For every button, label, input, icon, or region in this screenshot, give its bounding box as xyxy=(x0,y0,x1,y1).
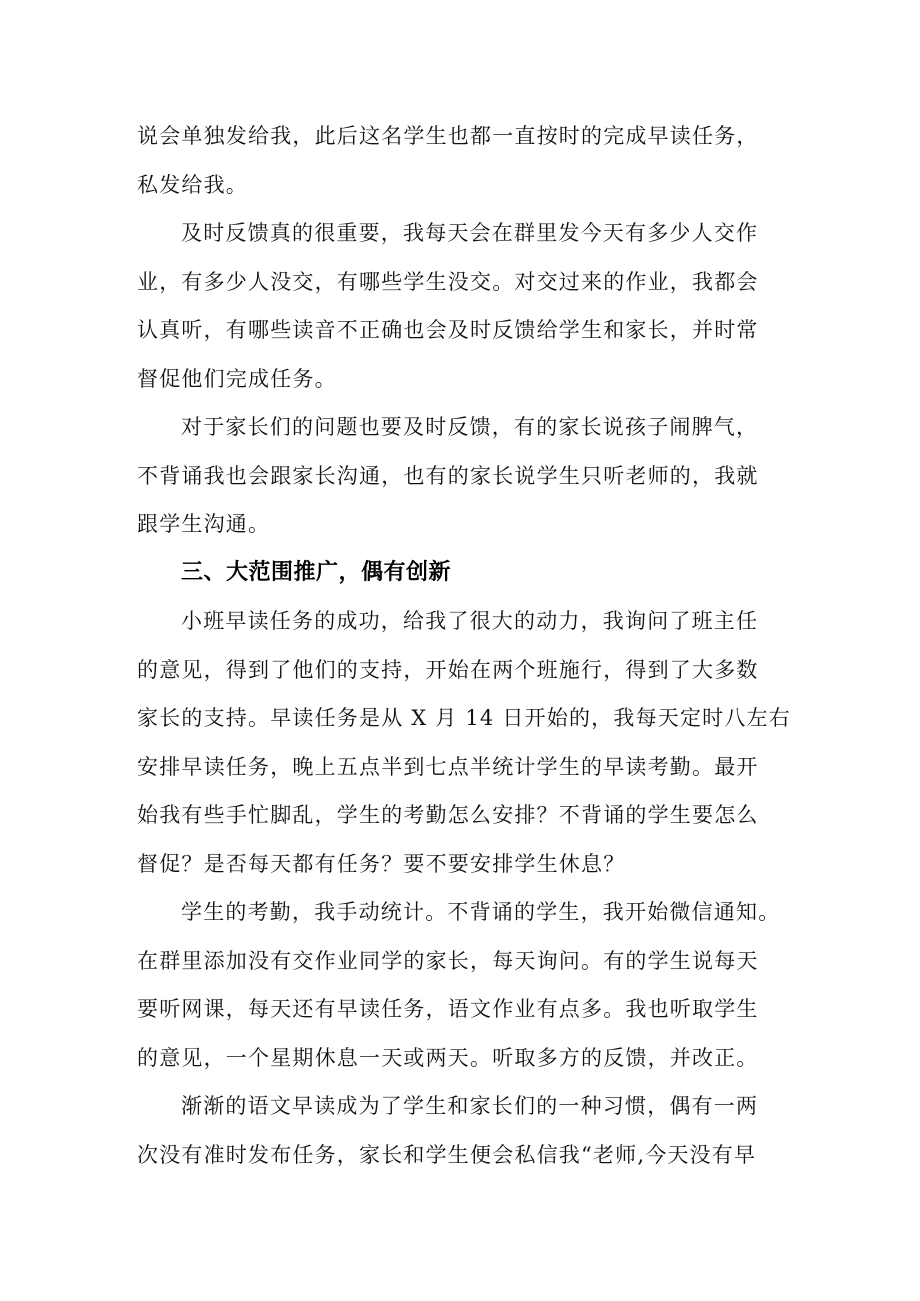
text-line: 认真听，有哪些读音不正确也会及时反馈给学生和家长，并时常 xyxy=(137,318,759,342)
paragraph-6 xyxy=(137,1082,797,1179)
text-line: 要听网课，每天还有早读任务，语文作业有点多。我也听取学生 xyxy=(137,997,759,1021)
paragraph-2 xyxy=(137,209,797,403)
text-line: 在群里添加没有交作业同学的家长，每天询问。有的学生说每天 xyxy=(137,948,759,973)
text-line: 说会单独发给我，此后这名学生也都一直按时的完成早读任务， xyxy=(137,124,759,148)
text-line: 的意见，一个星期休息一天或两天。听取多方的反馈，并改正。 xyxy=(137,1045,759,1070)
paragraph-4 xyxy=(137,597,797,888)
text-line: 安排早读任务，晚上五点半到七点半统计学生的早读考勤。最开 xyxy=(137,754,759,779)
text-line: 小班早读任务的成功，给我了很大的动力，我询问了班主任 xyxy=(181,609,759,633)
text-line: 始我有些手忙脚乱，学生的考勤怎么安排？不背诵的学生要怎么 xyxy=(137,803,759,827)
paragraph-5 xyxy=(137,888,797,1082)
text-line: 对于家长们的问题也要及时反馈，有的家长说孩子闹脾气， xyxy=(181,415,759,439)
text-line: 业，有多少人没交，有哪些学生没交。对交过来的作业，我都会 xyxy=(137,269,759,294)
section-heading: 三、大范围推广，偶有创新 xyxy=(181,559,452,585)
text-line: 渐渐的语文早读成为了学生和家长们的一种习惯，偶有一两 xyxy=(181,1094,759,1118)
document-body xyxy=(137,112,797,1179)
text-line: 次没有准时发布任务，家长和学生便会私信我“老师,今天没有早 xyxy=(137,1142,757,1167)
text-line: 学生的考勤，我手动统计。不背诵的学生，我开始微信通知。 xyxy=(181,900,781,924)
text-line: 跟学生沟通。 xyxy=(137,512,271,536)
text-line: 及时反馈真的很重要，我每天会在群里发今天有多少人交作 xyxy=(181,221,759,245)
paragraph-3 xyxy=(137,403,797,549)
text-line: 不背诵我也会跟家长沟通，也有的家长说学生只听老师的，我就 xyxy=(137,463,759,488)
text-line: 的意见，得到了他们的支持，开始在两个班施行，得到了大多数 xyxy=(137,657,759,682)
text-line: 家长的支持。早读任务是从 X 月 14 日开始的，我每天定时八左右 xyxy=(137,706,791,730)
text-line: 私发给我。 xyxy=(137,172,248,197)
text-line: 督促他们完成任务。 xyxy=(137,366,337,391)
paragraph-1 xyxy=(137,112,797,209)
text-line: 督促？是否每天都有任务？要不要安排学生休息？ xyxy=(137,851,626,876)
